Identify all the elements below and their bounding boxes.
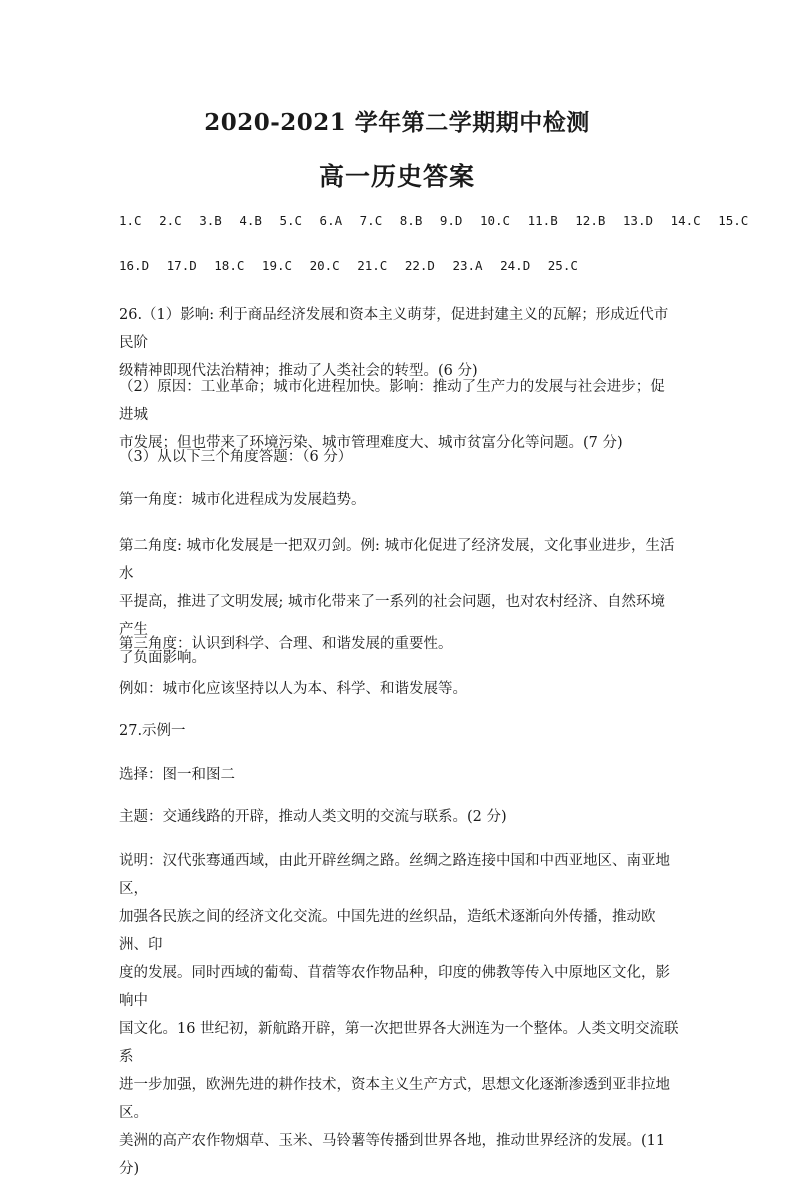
answer-item: 22.D: [404, 258, 435, 273]
answer-item: 3.B: [199, 213, 222, 228]
answer-item: 24.D: [500, 258, 531, 273]
answer-item: 18.C: [214, 258, 245, 273]
answer-item: 25.C: [547, 258, 578, 273]
answer-item: 11.B: [527, 213, 558, 228]
q26-angle1: 第一角度：城市化进程成为发展趋势。: [119, 492, 366, 508]
answer-item: 17.D: [166, 258, 197, 273]
q26-part3: （3）从以下三个角度答题：（6 分）: [119, 449, 353, 465]
answer-item: 8.B: [399, 213, 423, 228]
text-line: 进一步加强，欧洲先进的耕作技术，资本主义生产方式，思想文化逐渐渗透到亚非拉地区。: [119, 1077, 670, 1121]
answer-item: 2.C: [159, 213, 182, 228]
answer-item: 12.B: [575, 213, 606, 228]
answer-item: 20.C: [309, 258, 340, 273]
answer-item: 6.A: [319, 213, 343, 228]
answer-item: 1.C: [119, 213, 142, 228]
choice-answers-row-1: [119, 213, 749, 228]
q27-explanation: [119, 847, 679, 1183]
answer-item: 13.D: [622, 213, 654, 228]
text-line: 国文化。16 世纪初，新航路开辟，第一次把世界各大洲连为一个整体。人类文明交流联系: [119, 1021, 679, 1065]
answer-item: 15.C: [718, 213, 749, 228]
answer-item: 16.D: [119, 258, 150, 273]
document-title: 2020-2021 学年第二学期期中检测: [204, 109, 590, 136]
text-line: 美洲的高产农作物烟草、玉米、马铃薯等传播到世界各地，推动世界经济的发展。(11 分): [119, 1133, 666, 1177]
text-line: 级精神即现代法治精神；推动了人类社会的转型。(6 分): [119, 363, 478, 379]
answer-item: 7.C: [359, 213, 383, 228]
text-line: 度的发展。同时西域的葡萄、苜蓿等农作物品种，印度的佛教等传入中原地区文化，影响中: [119, 965, 670, 1009]
answer-item: 14.C: [670, 213, 701, 228]
answer-item: 9.D: [439, 213, 463, 228]
text-line: 第二角度: 城市化发展是一把双刃剑。例: 城市化促进了经济发展，文化事业进步，生活水: [119, 538, 675, 582]
text-line: 平提高，推进了文明发展; 城市化带来了一系列的社会问题，也对农村经济、自然环境产生: [119, 594, 665, 638]
answer-item: 5.C: [279, 213, 303, 228]
text-line: 说明：汉代张骞通西域，由此开辟丝绸之路。丝绸之路连接中国和中西亚地区、南亚地区，: [119, 853, 670, 897]
answer-item: 21.C: [357, 258, 388, 273]
answer-item: 10.C: [479, 213, 511, 228]
text-line: 加强各民族之间的经济文化交流。中国先进的丝织品，造纸术逐渐向外传播，推动欧洲、印: [119, 909, 656, 953]
text-line: 了负面影响。: [119, 650, 206, 666]
q27-choice: 选择：图一和图二: [119, 767, 235, 783]
choice-answers-row-2: [119, 258, 719, 273]
q27-label: 27.示例一: [119, 723, 186, 739]
answer-item: 4.B: [239, 213, 262, 228]
text-line: 市发展；但也带来了环境污染、城市管理难度大、城市贫富分化等问题。(7 分): [119, 435, 623, 451]
q26-example: 例如：城市化应该坚持以人为本、科学、和谐发展等。: [119, 681, 467, 697]
document-subtitle: 高一历史答案: [318, 162, 475, 191]
answer-item: 23.A: [452, 258, 483, 273]
q27-theme: 主题：交通线路的开辟，推动人类文明的交流与联系。(2 分): [119, 809, 507, 825]
text-line: （2）原因：工业革命；城市化进程加快。影响：推动了生产力的发展与社会进步；促进城: [119, 379, 665, 423]
answer-item: 19.C: [261, 258, 293, 273]
q26-angle3: 第三角度：认识到科学、合理、和谐发展的重要性。: [119, 636, 453, 652]
text-line: 26.（1）影响: 利于商品经济发展和资本主义萌芽，促进封建主义的瓦解；形成近代市民阶: [119, 307, 669, 351]
